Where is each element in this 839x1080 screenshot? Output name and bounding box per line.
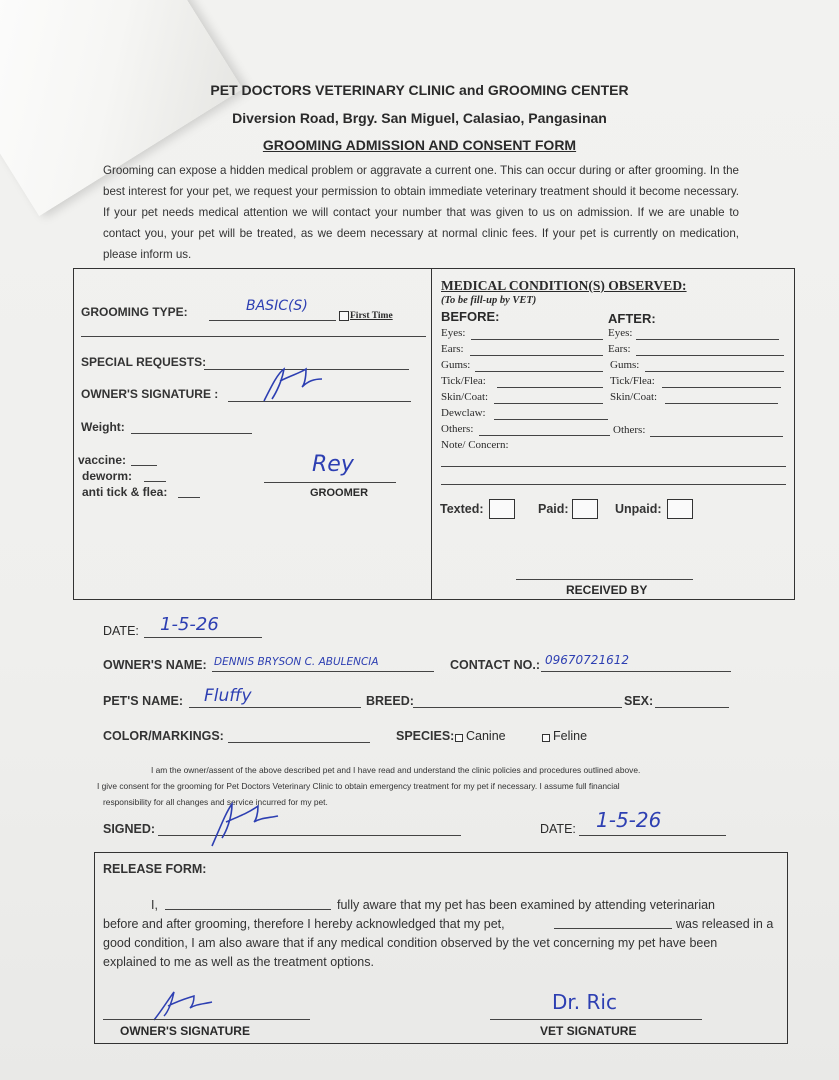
clinic-address: Diversion Road, Brgy. San Miguel, Calasiao, Pangasinan	[232, 110, 607, 126]
date-value: 1-5-26	[160, 614, 219, 635]
feline-label: Feline	[553, 729, 588, 743]
after-others-label: Others:	[613, 424, 646, 436]
paid-label: Paid:	[538, 502, 569, 516]
consent-line-3: responsibility for all changes and service incurred for my pet.	[103, 797, 328, 807]
before-skincoat-label: Skin/Coat:	[441, 391, 489, 403]
consent-signature-scribble	[206, 790, 286, 850]
vaccine-line[interactable]	[131, 465, 157, 466]
groomer-signature: Rey	[312, 452, 354, 477]
release-form-title: RELEASE FORM:	[103, 862, 207, 876]
clinic-name: PET DOCTORS VETERINARY CLINIC and GROOMING CENTER	[210, 82, 629, 98]
groomer-label: GROOMER	[310, 487, 369, 499]
release-line-2b: was released in a	[676, 917, 774, 931]
vet-note: (To be fill-up by VET)	[441, 295, 537, 306]
texted-label: Texted:	[440, 502, 484, 516]
canine-checkbox[interactable]	[455, 734, 463, 742]
deworm-line[interactable]	[144, 481, 166, 482]
before-gums-label: Gums:	[441, 359, 471, 371]
intro-paragraph: Grooming can expose a hidden medical problem or aggravate a current one. This can occur during or after grooming. In the best interest for your pet, we request your permission to obtain immediate veterinary treatment should it become necessary. If your pet needs medical attention we will contact your number that was given to us on admission. If we are unable to contact you, your pet will be treated, as we deem necessary at normal clinic fees. If your pet is currently on medication, please inform us.	[103, 164, 739, 261]
before-dewclaw-label: Dewclaw:	[441, 407, 486, 419]
note-line-1[interactable]	[441, 466, 786, 467]
feline-checkbox[interactable]	[542, 734, 550, 742]
pets-name-value: Fluffy	[204, 686, 252, 706]
first-time-checkbox[interactable]	[339, 311, 349, 321]
consent-line-1: I am the owner/assent of the above described pet and I have read and understand the clinic policies and procedures outlined above.	[151, 765, 641, 775]
signed-label: SIGNED:	[103, 822, 156, 836]
contact-no-line[interactable]	[541, 671, 731, 672]
before-eyes-label: Eyes:	[441, 327, 466, 339]
texted-checkbox[interactable]	[489, 499, 515, 519]
deworm-label: deworm:	[82, 469, 133, 483]
release-pet-line[interactable]	[554, 928, 672, 929]
before-tickflea-label: Tick/Flea:	[441, 375, 486, 387]
grooming-type-value[interactable]: BASIC(S)	[246, 298, 308, 314]
owners-signature-label: OWNER'S SIGNATURE	[120, 1024, 250, 1038]
after-others-line[interactable]	[650, 436, 783, 437]
release-line-4: explained to me as well as the treatment options.	[103, 955, 374, 969]
breed-label: BREED:	[366, 694, 414, 708]
consent-line-2: I give consent for the grooming for Pet Doctors Veterinary Clinic to obtain emergency treatment for my pet if necessary. I assume full financial	[97, 781, 620, 791]
release-owner-signature-line[interactable]	[103, 1019, 310, 1020]
after-gums-label: Gums:	[610, 359, 640, 371]
before-others-label: Others:	[441, 423, 474, 435]
anti-tick-flea-line[interactable]	[178, 497, 200, 498]
after-gums-line[interactable]	[645, 371, 784, 372]
medical-conditions-title: MEDICAL CONDITION(S) OBSERVED:	[441, 278, 687, 293]
weight-label: Weight:	[81, 420, 125, 434]
before-dewclaw-line[interactable]	[494, 419, 608, 420]
before-tickflea-line[interactable]	[497, 387, 603, 388]
after-tickflea-label: Tick/Flea:	[610, 375, 655, 387]
before-heading: BEFORE:	[441, 309, 500, 324]
signed-date-value: 1-5-26	[596, 808, 662, 832]
first-time-label: First Time	[350, 311, 393, 321]
after-skincoat-line[interactable]	[665, 403, 778, 404]
form-title: GROOMING ADMISSION AND CONSENT FORM	[262, 137, 577, 153]
owner-signature-scribble	[258, 355, 328, 407]
grooming-type-label: GROOMING TYPE:	[81, 305, 188, 319]
note-line-2[interactable]	[441, 484, 786, 485]
vet-signature-label: VET SIGNATURE	[540, 1024, 637, 1038]
anti-tick-flea-label: anti tick & flea:	[82, 485, 168, 499]
after-skincoat-label: Skin/Coat:	[610, 391, 658, 403]
species-label: SPECIES:	[396, 729, 455, 743]
after-tickflea-line[interactable]	[662, 387, 781, 388]
vet-signature-line[interactable]	[490, 1019, 702, 1020]
release-line-2a: before and after grooming, therefore I hereby acknowledged that my pet,	[103, 917, 505, 931]
grooming-type-line-2	[81, 336, 426, 337]
after-ears-label: Ears:	[608, 343, 631, 355]
received-by-line[interactable]	[516, 579, 693, 580]
received-by-label: RECEIVED BY	[566, 583, 648, 597]
contact-no-label: CONTACT NO.:	[450, 658, 541, 672]
owners-name-label: OWNER'S NAME:	[103, 658, 207, 672]
after-heading: AFTER:	[608, 311, 656, 326]
weight-line[interactable]	[131, 433, 252, 434]
before-skincoat-line[interactable]	[494, 403, 603, 404]
consent-text	[97, 762, 739, 810]
sex-label: SEX:	[624, 694, 654, 708]
release-line-3: good condition, I am also aware that if any medical condition observed by the vet concerning my pet have been	[103, 936, 718, 950]
owners-name-value: DENNIS BRYSON C. ABULENCIA	[214, 656, 379, 668]
owner-signature-label: OWNER'S SIGNATURE :	[81, 387, 219, 401]
contact-no-value: 09670721612	[545, 653, 629, 667]
paid-checkbox[interactable]	[572, 499, 598, 519]
pets-name-line[interactable]	[189, 707, 361, 708]
special-requests-label: SPECIAL REQUESTS:	[81, 355, 207, 369]
note-concern-label: Note/ Concern:	[441, 439, 509, 451]
owners-name-line[interactable]	[212, 671, 434, 672]
after-ears-line[interactable]	[636, 355, 784, 356]
signed-date-line[interactable]	[579, 835, 726, 836]
before-eyes-line[interactable]	[471, 339, 603, 340]
date-label: DATE:	[103, 624, 139, 638]
vet-signature-value: Dr. Ric	[552, 990, 617, 1014]
release-i-label: I,	[151, 898, 158, 912]
before-gums-line[interactable]	[475, 371, 603, 372]
after-eyes-label: Eyes:	[608, 327, 633, 339]
color-markings-line[interactable]	[228, 742, 370, 743]
before-others-line[interactable]	[479, 435, 610, 436]
date-line[interactable]	[144, 637, 262, 638]
sex-line[interactable]	[655, 707, 729, 708]
before-ears-line[interactable]	[470, 355, 603, 356]
color-markings-label: COLOR/MARKINGS:	[103, 729, 224, 743]
box-divider	[431, 268, 432, 600]
groomer-line[interactable]	[264, 482, 396, 483]
pets-name-label: PET'S NAME:	[103, 694, 184, 708]
canine-label: Canine	[466, 729, 506, 743]
before-ears-label: Ears:	[441, 343, 464, 355]
release-name-line[interactable]	[165, 909, 331, 910]
signed-date-label: DATE:	[540, 822, 576, 836]
signed-line[interactable]	[158, 835, 461, 836]
unpaid-checkbox[interactable]	[667, 499, 693, 519]
unpaid-label: Unpaid:	[615, 502, 662, 516]
vaccine-label: vaccine:	[78, 453, 127, 467]
breed-line[interactable]	[413, 707, 622, 708]
after-eyes-line[interactable]	[636, 339, 779, 340]
grooming-type-line	[209, 320, 336, 321]
release-form-text	[103, 896, 783, 972]
release-line-1: fully aware that my pet has been examined by attending veterinarian	[337, 898, 716, 912]
